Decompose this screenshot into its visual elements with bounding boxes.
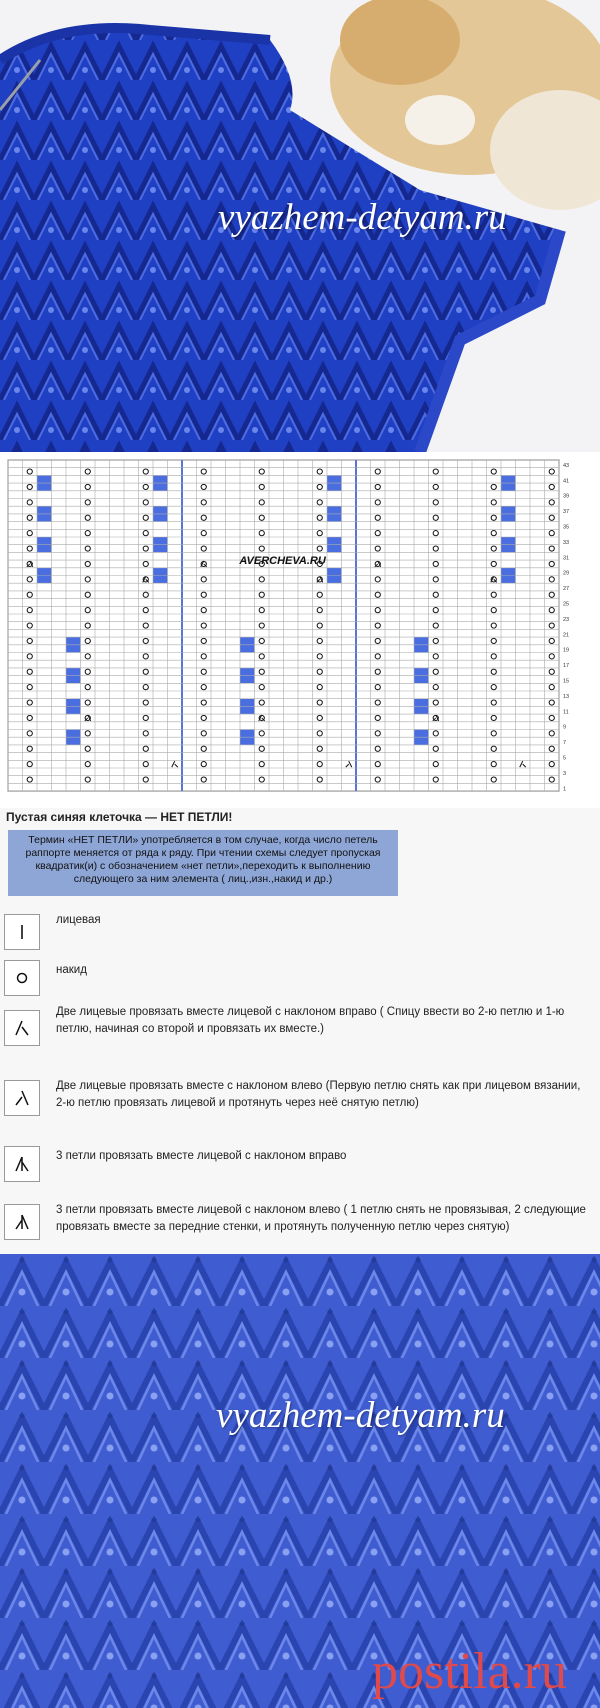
row-number: 15: [563, 678, 570, 685]
row-number: 33: [563, 539, 570, 546]
k3tog-left-icon: [4, 1204, 40, 1240]
row-number: 23: [563, 616, 570, 623]
bottom-knitting-photo: [0, 1254, 600, 1708]
bottom-watermark: vyazhem-detyam.ru: [216, 1395, 505, 1436]
note-line: раппорте меняется от ряда к ряду. При чтении схемы следует пропуская: [25, 847, 381, 859]
row-number: 35: [563, 524, 570, 531]
k2tog-right-icon: [4, 1010, 40, 1046]
yarn-over-icon: [4, 960, 40, 996]
k3tog-right-icon: [4, 1146, 40, 1182]
row-number: 5: [563, 755, 567, 762]
note-line: квадратик(и) с обозначением «нет петли»,переходить к выполнению: [35, 860, 371, 872]
row-number: 31: [563, 555, 570, 562]
row-number: 29: [563, 570, 570, 577]
legend-title: Пустая синяя клеточка — НЕТ ПЕТЛИ!: [6, 810, 233, 824]
row-number: 7: [563, 740, 567, 747]
knit-stitch-icon: [4, 914, 40, 950]
row-number: 19: [563, 647, 570, 654]
row-number: 9: [563, 724, 567, 731]
knitted-swatch-image: [0, 1254, 600, 1708]
legend-section: [0, 808, 600, 1254]
row-number: 17: [563, 663, 570, 670]
row-number: 11: [563, 709, 569, 716]
chart-title: AVERCHEVA.RU: [239, 554, 326, 567]
row-number: 27: [563, 586, 570, 593]
row-number: 13: [563, 693, 570, 700]
row-number: 1: [563, 786, 567, 793]
legend-item-text: Две лицевые провязать вместе лицевой с наклоном вправо ( Спицу ввести во 2-ю петлю и 1-ю петлю, начиная со второй и провязать их вместе.): [56, 1006, 565, 1035]
row-number: 25: [563, 601, 570, 608]
postila-logo: postila.ru: [372, 1643, 567, 1700]
no-stitch-note: [8, 830, 398, 896]
legend-item-text: 3 петли провязать вместе лицевой с наклоном влево ( 1 петлю снять не провязывая, 2 следующие провязать вместе за передние стенки, и протянуть полученную петлю через снятую): [56, 1204, 586, 1233]
row-number: 43: [563, 462, 570, 469]
note-line: Термин «НЕТ ПЕТЛИ» употребляется в том случае, когда число петель: [28, 834, 378, 846]
row-number: 37: [563, 509, 570, 516]
chart-grid: [0, 452, 600, 808]
legend-item-text: накид: [56, 964, 87, 976]
top-watermark: vyazhem-detyam.ru: [218, 197, 507, 238]
legend-item-text: 3 петли провязать вместе лицевой с наклоном вправо: [56, 1150, 347, 1162]
k2tog-left-icon: [4, 1080, 40, 1116]
note-line: следующего за ним элемента ( лиц.,изн.,накид и др.): [73, 873, 333, 885]
top-knitting-photo: [0, 0, 600, 452]
row-number: 41: [563, 478, 570, 485]
legend-item-text: лицевая: [56, 914, 101, 926]
legend-item-text: Две лицевые провязать вместе с наклоном влево (Первую петлю снять как при лицевом вязании, 2-ю петлю провязать лицевой и протянуть через неё снятую петлю): [56, 1080, 581, 1109]
knitting-chart: [0, 452, 600, 808]
row-number: 21: [563, 632, 570, 639]
row-number: 39: [563, 493, 570, 500]
row-number: 3: [563, 770, 567, 777]
